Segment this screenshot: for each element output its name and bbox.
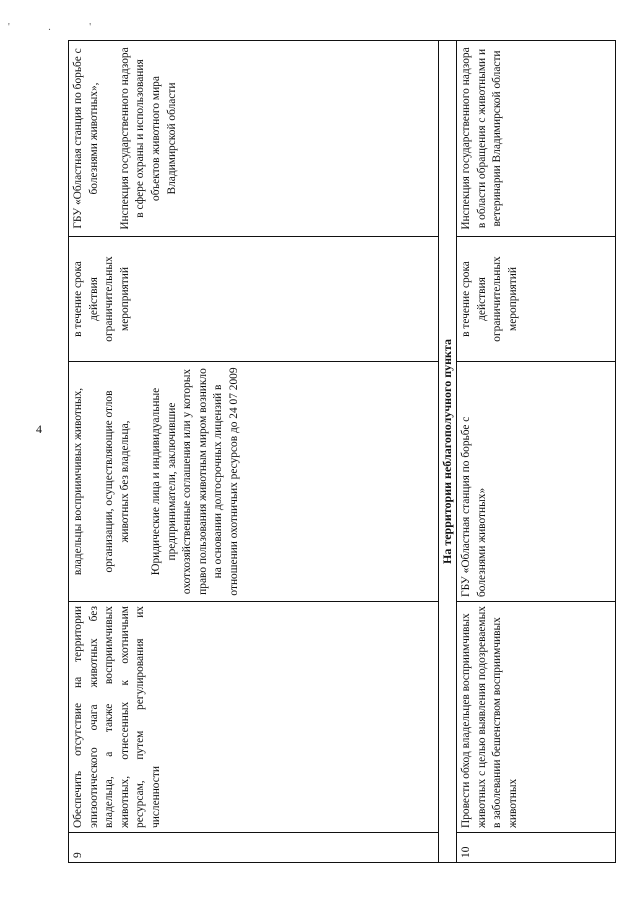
measure-cell: Провести обход владельцев восприимчивых животных с целью выявления подозреваемых в заболевании бешенством восприимчивых животных: [456, 602, 615, 833]
table-row-10: [456, 41, 615, 863]
section-header-row: [438, 41, 456, 863]
page-number: 4: [36, 422, 42, 436]
executor-legal-entities: Юридические лица и индивидуальные предприниматели, заключившие охотхозяйственные соглашения или у которых право пользования животным миром возникло на основании долгосрочных лицензий в отношении охотничьих ресурсов до 24 07 2009: [149, 367, 240, 596]
row-number-cell: 10: [456, 833, 615, 863]
term-cell: в течение срока действия ограничительных мероприятий: [456, 237, 615, 362]
measure-cell: Обеспечить отсутствие на территории эпизоотического очага животных без владельца, а также восприимчивых животных, отнесенных к охотничьим ресурсам, путем регулирования их численности: [69, 602, 439, 833]
control-cell: Инспекция государственного надзора в области обращения с животными и ветеринарии Владимирской области: [456, 41, 615, 237]
term-cell: в течение срока действия ограничительных мероприятий: [69, 237, 439, 362]
executors-cell: ГБУ «Областная станция по борьбе с болезнями животных»: [456, 362, 615, 602]
measures-table: [68, 40, 616, 863]
executor-catching-orgs: организации, осуществляющие отлов животных без владельца,: [103, 390, 131, 573]
executors-cell: [69, 362, 439, 602]
control-cell: [69, 41, 439, 237]
control-inspection: Инспекция государственного надзора в сфере охраны и использования объектов животного мира Владимирской области: [118, 47, 178, 230]
rotated-table-container: [68, 41, 616, 863]
control-station: ГБУ «Областная станция по борьбе с болезнями животных»,: [72, 48, 100, 229]
executor-owners: владельцы восприимчивых животных,: [72, 387, 84, 576]
scan-specks: ' . ': [8, 22, 110, 33]
table-row-9: [69, 41, 439, 863]
section-title: На территории неблагополучного пункта: [438, 41, 456, 863]
row-number-cell: 9: [69, 833, 439, 863]
